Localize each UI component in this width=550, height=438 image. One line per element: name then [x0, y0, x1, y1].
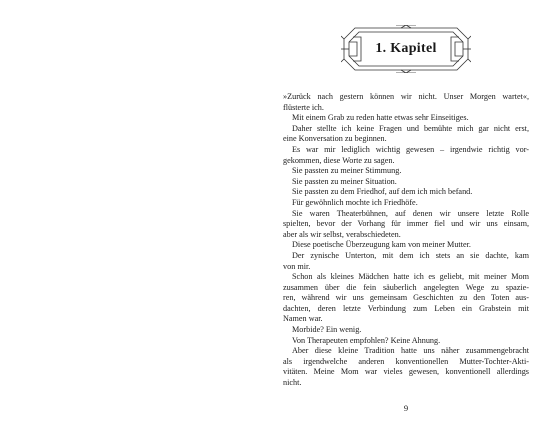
text-line: dachten, deren letzte Verbindung zum Leben ein Grabstein mit — [283, 303, 529, 313]
text-line: Es war mir lediglich wichtig gewesen – irgendwie richtig vor- — [292, 144, 529, 154]
text-line: Morbide? Ein wenig. — [292, 325, 362, 335]
text-line: zusammen über die fein säuberlich angelegten Wege zu spazie- — [283, 282, 529, 292]
page-number: 9 — [403, 403, 409, 413]
text-line: Namen war. — [283, 314, 323, 324]
chapter-body-text — [283, 92, 529, 389]
text-line: Mit einem Grab zu reden hatte etwas sehr Einseitiges. — [292, 113, 469, 123]
text-line: Daher stellte ich keine Fragen und bemühte mich gar nicht erst, — [292, 123, 529, 133]
text-line: Diese poetische Überzeugung kam von meiner Mutter. — [292, 240, 471, 250]
text-line: »Zurück nach gestern können wir nicht. Unser Morgen wartet«, — [283, 92, 529, 101]
text-line: Von Therapeuten empfohlen? Keine Ahnung. — [292, 335, 441, 345]
text-line: Schon als kleines Mädchen hatte ich es geliebt, mit meiner Mom — [292, 272, 529, 282]
text-line: Der zynische Unterton, mit dem ich stets an sie dachte, kam — [292, 250, 529, 260]
text-line: nicht. — [283, 378, 302, 388]
text-line: Sie passten zu meiner Situation. — [292, 176, 397, 186]
text-line: Aber diese kleine Tradition hatte uns näher zusammengebracht — [292, 346, 529, 356]
text-line: eine Konversation zu beginnen. — [283, 134, 387, 144]
text-line: ren, während wir uns gemeinsam Geschichten zu den Toten aus- — [283, 293, 529, 303]
text-line: Sie passten zu meiner Stimmung. — [292, 166, 402, 176]
text-line: als irgendwelche anderen konventionellen Mutter-Tochter-Akti- — [283, 356, 529, 366]
text-line: Sie passten zu dem Friedhof, auf dem ich mich befand. — [292, 187, 473, 197]
text-line: von mir. — [283, 261, 311, 271]
text-line: Für gewöhnlich mochte ich Friedhöfe. — [292, 197, 418, 207]
text-line: spielten, bevor der Vorhang für immer fiel und wir uns einsam, — [283, 219, 529, 229]
text-line: aber als wir selbst, verabschiedeten. — [283, 229, 401, 239]
text-line: vitäten. Meine Mom war vieles gewesen, konventionell allerdings — [283, 367, 529, 377]
text-line: flüsterte ich. — [283, 102, 324, 112]
text-line: Sie waren Theaterbühnen, auf denen wir unsere letzte Rolle — [292, 208, 529, 218]
chapter-title: 1. Kapitel — [375, 41, 437, 56]
text-line: gekommen, diese Worte zu sagen. — [283, 155, 395, 165]
